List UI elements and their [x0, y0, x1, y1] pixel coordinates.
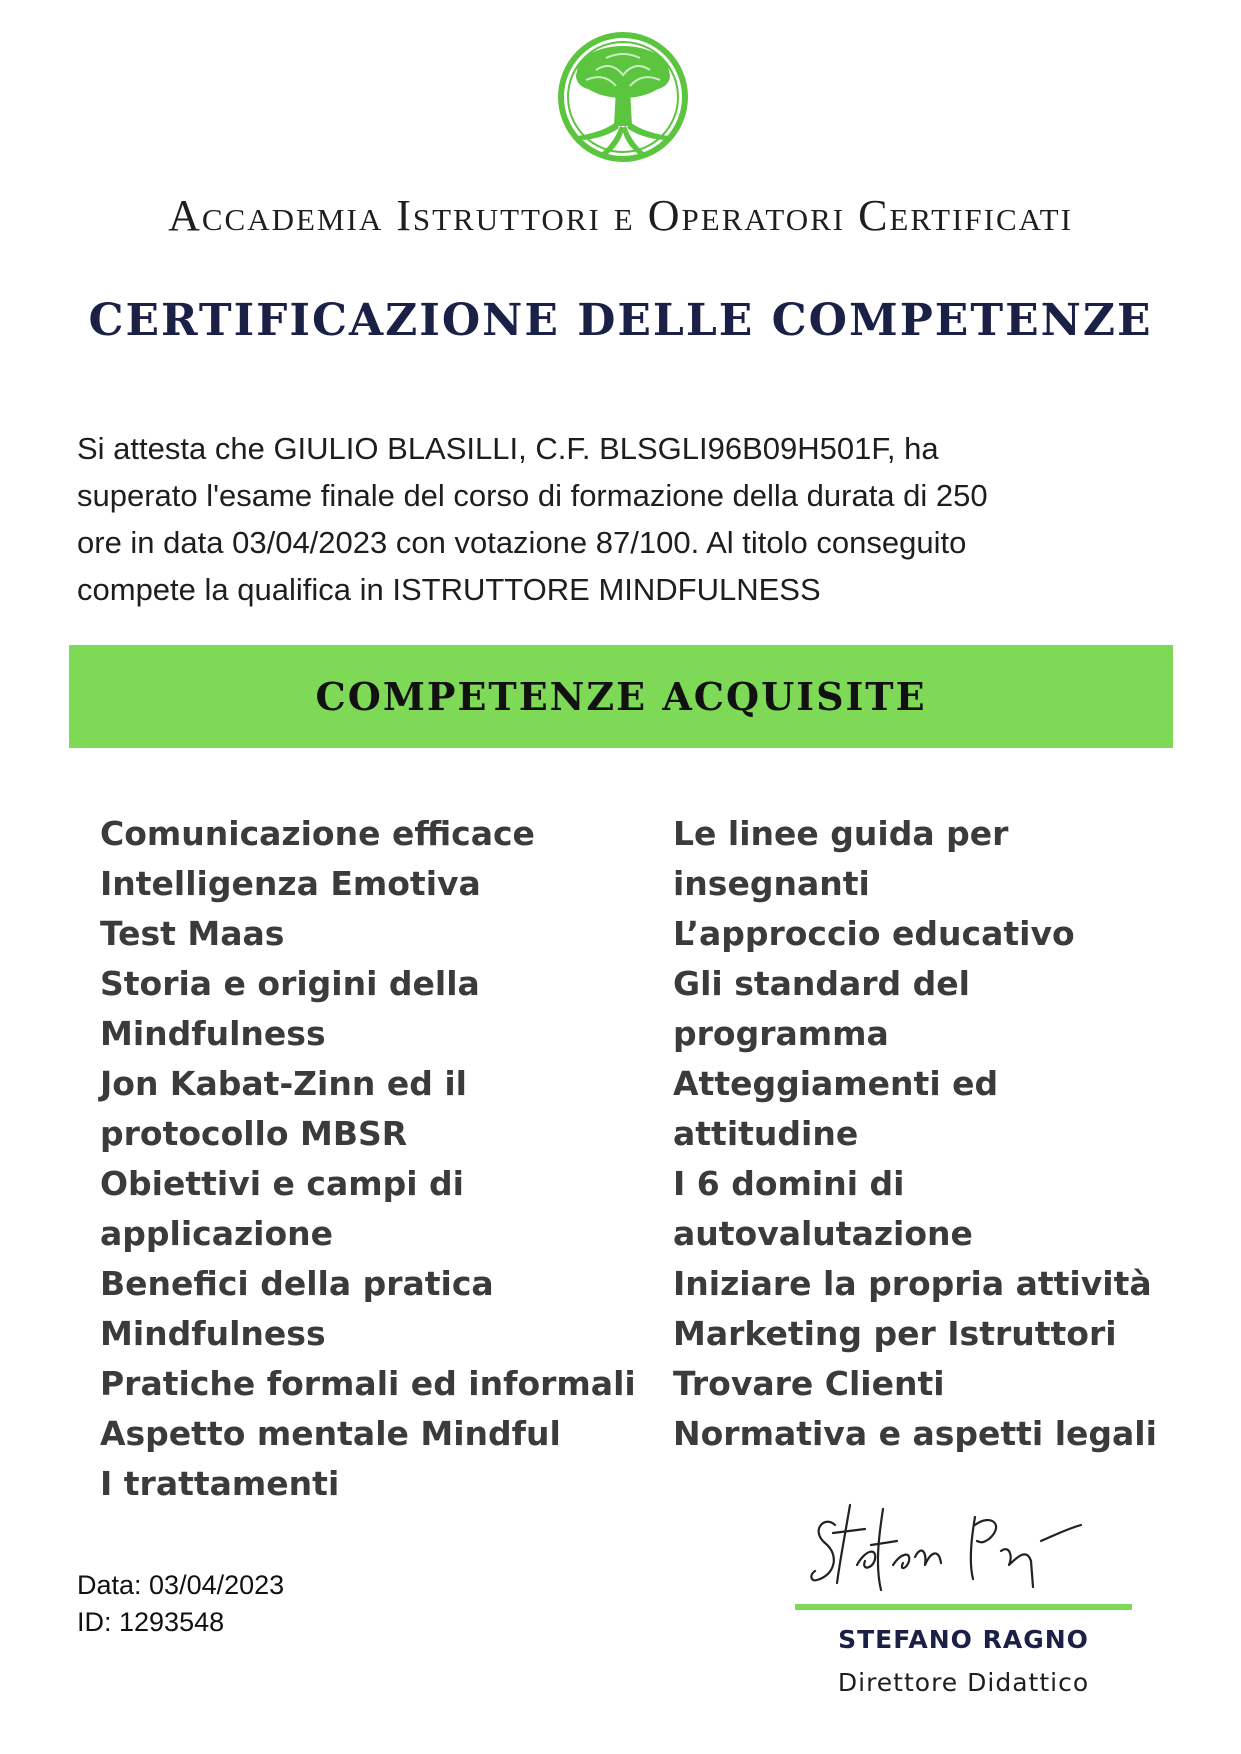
competence-item: Obiettivi e campi di — [100, 1164, 464, 1203]
competence-item: Marketing per Istruttori — [673, 1314, 1117, 1353]
competence-item: I trattamenti — [100, 1464, 340, 1503]
certificate-id: ID: 1293548 — [77, 1607, 225, 1637]
competence-item: Gli standard del — [673, 964, 970, 1003]
certificate-meta — [77, 1567, 284, 1641]
competences-list-right — [673, 809, 1193, 1459]
certificate-title: CERTIFICAZIONE DELLE COMPETENZE — [88, 295, 1153, 346]
competence-item: programma — [673, 1014, 889, 1053]
tree-of-life-icon — [556, 30, 690, 164]
competence-item: L’approccio educativo — [673, 914, 1075, 953]
signer-name: STEFANO RAGNO — [838, 1625, 1089, 1654]
statement-line: ore in data 03/04/2023 con votazione 87/100. Al titolo conseguito — [77, 525, 967, 560]
signer-role: Direttore Didattico — [837, 1668, 1090, 1697]
statement-line: superato l'esame finale del corso di formazione della durata di 250 — [77, 478, 988, 513]
statement-line: Si attesta che GIULIO BLASILLI, C.F. BLSGLI96B09H501F, ha — [77, 431, 939, 466]
competence-item: autovalutazione — [673, 1214, 973, 1253]
issue-date: Data: 03/04/2023 — [77, 1570, 285, 1600]
competence-item: Iniziare la propria attività — [673, 1264, 1152, 1303]
signature-line — [795, 1604, 1132, 1610]
competence-item: Test Maas — [100, 914, 285, 953]
competence-item: Mindfulness — [100, 1314, 326, 1353]
competence-item: Atteggiamenti ed attitudine — [673, 1064, 999, 1153]
competence-item: Le linee guida per — [673, 814, 1009, 853]
competence-item: Intelligenza Emotiva — [100, 864, 481, 903]
competence-item: Benefici della pratica — [100, 1264, 494, 1303]
signature-image — [805, 1495, 1095, 1595]
competence-item: Normativa e aspetti legali — [673, 1414, 1157, 1453]
competence-item: I 6 domini di — [673, 1164, 905, 1203]
certification-statement — [77, 425, 1137, 613]
competences-title: COMPETENZE ACQUISITE — [315, 674, 927, 719]
competence-item: Storia e origini della — [100, 964, 480, 1003]
academy-name: Accademia Istruttori e Operatori Certificati — [168, 191, 1073, 240]
statement-line: compete la qualifica in ISTRUTTORE MINDFULNESS — [77, 572, 821, 607]
competence-item: applicazione — [100, 1214, 334, 1253]
competence-item: Comunicazione efficace — [100, 814, 535, 853]
competences-list-left — [100, 809, 660, 1509]
competence-item: protocollo MBSR — [100, 1114, 408, 1153]
competence-item: Pratiche formali ed informali — [100, 1364, 636, 1403]
competences-banner — [69, 645, 1173, 748]
competence-item: insegnanti — [673, 864, 870, 903]
competence-item: Trovare Clienti — [673, 1364, 945, 1403]
competence-item: Aspetto mentale Mindful — [100, 1414, 561, 1453]
competence-item: Mindfulness — [100, 1014, 326, 1053]
competence-item: Jon Kabat-Zinn ed il — [100, 1064, 467, 1103]
